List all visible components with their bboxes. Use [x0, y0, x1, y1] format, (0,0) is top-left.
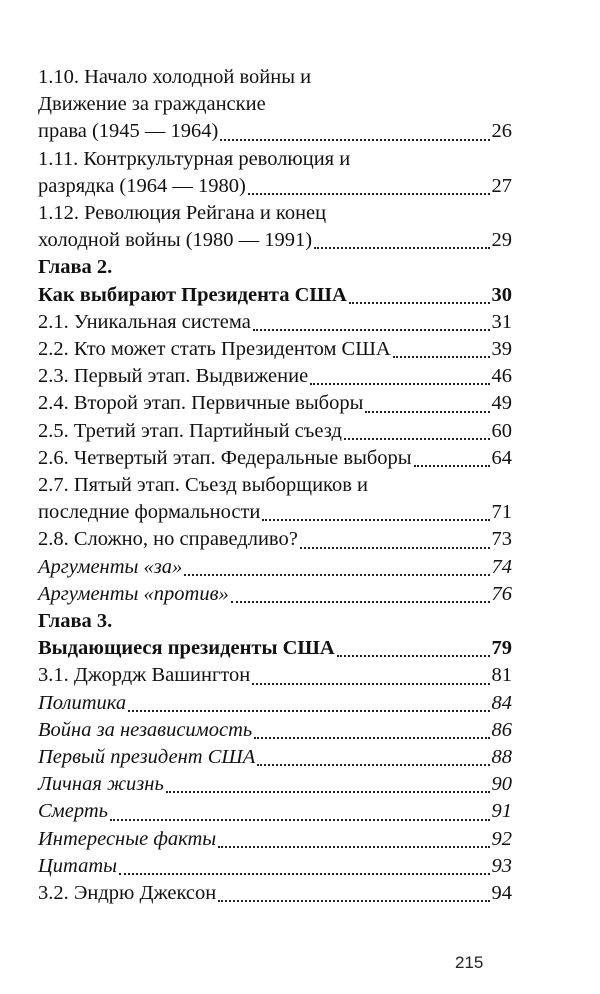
toc-entry-line	[38, 282, 512, 309]
toc-entry-line	[38, 499, 512, 526]
toc-entry-line	[38, 472, 512, 499]
toc-entry-line	[38, 363, 512, 390]
toc-entry	[38, 554, 512, 581]
leader-dots	[337, 655, 490, 657]
toc-entry-title: 2.4. Второй этап. Первичные выборы	[38, 392, 364, 415]
toc-entry	[38, 254, 512, 281]
toc-entry	[38, 445, 512, 472]
leader-dots	[257, 764, 489, 766]
leader-dots	[252, 683, 489, 685]
toc-entry-line	[38, 771, 512, 798]
toc-entry-title: последние формальности	[38, 501, 261, 524]
toc-entry-line	[38, 826, 512, 853]
table-of-contents	[38, 64, 512, 907]
toc-entry-line	[38, 390, 512, 417]
toc-entry-title: Первый президент США	[38, 746, 256, 769]
toc-entry-line	[38, 91, 512, 118]
toc-entry-title: Как выбирают Президента США	[38, 283, 347, 306]
toc-entry-page: 64	[491, 446, 512, 469]
leader-dots	[166, 791, 490, 793]
toc-entry-line	[38, 662, 512, 689]
toc-entry-line	[38, 418, 512, 445]
toc-entry-line	[38, 717, 512, 744]
toc-entry-page: 27	[491, 174, 512, 197]
toc-entry-page: 29	[491, 229, 512, 252]
toc-entry	[38, 472, 512, 526]
toc-entry-title: Личная жизнь	[38, 773, 164, 796]
toc-entry-page: 49	[491, 392, 512, 415]
toc-entry	[38, 390, 512, 417]
toc-entry-page: 91	[491, 800, 512, 823]
toc-entry-page: 30	[491, 283, 512, 306]
toc-entry-title: Политика	[38, 691, 127, 714]
toc-entry-page: 60	[491, 419, 512, 442]
toc-entry-line	[38, 744, 512, 771]
leader-dots	[110, 819, 490, 821]
toc-entry-page: 31	[491, 310, 512, 333]
toc-entry	[38, 771, 512, 798]
toc-entry-page: 88	[491, 746, 512, 769]
toc-entry	[38, 309, 512, 336]
toc-entry-line	[38, 200, 512, 227]
leader-dots	[310, 383, 489, 385]
leader-dots	[248, 193, 490, 195]
toc-entry-title: Цитаты	[38, 854, 118, 877]
toc-entry-line	[38, 853, 512, 880]
toc-entry-title: 2.3. Первый этап. Выдвижение	[38, 365, 309, 388]
toc-entry-title: Глава 2.	[38, 256, 113, 279]
toc-entry-title: 2.2. Кто может стать Президентом США	[38, 338, 391, 361]
toc-entry-title: 1.12. Революция Рейгана и конец	[38, 202, 327, 225]
toc-entry-line	[38, 173, 512, 200]
leader-dots	[414, 465, 490, 467]
toc-entry-page: 46	[491, 365, 512, 388]
toc-entry-page: 93	[491, 854, 512, 877]
toc-entry-title: Выдающиеся президенты США	[38, 637, 335, 660]
toc-entry-line	[38, 227, 512, 254]
toc-entry-page: 94	[491, 882, 512, 905]
toc-entry-title: Аргументы «против»	[38, 582, 229, 605]
leader-dots	[365, 411, 489, 413]
leader-dots	[184, 574, 489, 576]
leader-dots	[253, 329, 490, 331]
toc-entry-page: 26	[491, 120, 512, 143]
toc-entry-line	[38, 581, 512, 608]
toc-entry-page: 92	[491, 827, 512, 850]
toc-entry	[38, 662, 512, 689]
leader-dots	[119, 873, 489, 875]
toc-entry-title: 1.11. Контркультурная революция и	[38, 147, 351, 170]
toc-entry-title: 2.1. Уникальная система	[38, 310, 251, 333]
toc-entry-title: Движение за гражданские	[38, 93, 266, 116]
toc-entry	[38, 826, 512, 853]
toc-entry	[38, 282, 512, 309]
toc-entry-title: 2.8. Сложно, но справедливо?	[38, 528, 298, 551]
toc-entry	[38, 798, 512, 825]
toc-entry-title: холодной войны (1980 — 1991)	[38, 229, 313, 252]
toc-entry	[38, 581, 512, 608]
toc-entry-title: 3.2. Эндрю Джексон	[38, 882, 217, 905]
toc-entry-line	[38, 309, 512, 336]
toc-entry-line	[38, 64, 512, 91]
toc-entry-title: Аргументы «за»	[38, 555, 183, 578]
toc-entry	[38, 635, 512, 662]
toc-entry-page: 90	[491, 773, 512, 796]
toc-entry	[38, 608, 512, 635]
toc-entry	[38, 336, 512, 363]
toc-entry-page: 86	[491, 718, 512, 741]
leader-dots	[344, 438, 490, 440]
toc-entry-line	[38, 445, 512, 472]
toc-entry-title: 3.1. Джордж Вашингтон	[38, 664, 251, 687]
toc-entry	[38, 64, 512, 146]
toc-entry-line	[38, 526, 512, 553]
toc-entry-line	[38, 554, 512, 581]
leader-dots	[314, 247, 489, 249]
toc-entry-line	[38, 118, 512, 145]
leader-dots	[254, 737, 489, 739]
toc-entry-title: Смерть	[38, 800, 108, 823]
toc-entry	[38, 418, 512, 445]
toc-entry-line	[38, 608, 512, 635]
leader-dots	[218, 846, 489, 848]
toc-entry-page: 73	[491, 528, 512, 551]
toc-entry-title: Интересные факты	[38, 827, 217, 850]
toc-entry-line	[38, 635, 512, 662]
toc-entry-page: 39	[491, 338, 512, 361]
leader-dots	[300, 547, 490, 549]
toc-entry-page: 84	[491, 691, 512, 714]
toc-entry-line	[38, 880, 512, 907]
leader-dots	[349, 302, 490, 304]
toc-entry-title: Война за независимость	[38, 718, 253, 741]
toc-entry	[38, 717, 512, 744]
toc-entry-page: 81	[491, 664, 512, 687]
toc-entry	[38, 880, 512, 907]
toc-entry-title: 1.10. Начало холодной войны и	[38, 66, 312, 88]
toc-entry-line	[38, 336, 512, 363]
toc-entry	[38, 690, 512, 717]
toc-entry-page: 71	[491, 501, 512, 524]
toc-entry	[38, 363, 512, 390]
leader-dots	[231, 601, 490, 603]
leader-dots	[218, 900, 489, 902]
leader-dots	[262, 519, 489, 521]
toc-entry	[38, 146, 512, 200]
toc-entry-title: 2.6. Четвертый этап. Федеральные выборы	[38, 446, 412, 469]
page-number: 215	[455, 953, 484, 972]
toc-entry-title: права (1945 — 1964)	[38, 120, 219, 143]
toc-entry-line	[38, 690, 512, 717]
toc-entry-line	[38, 254, 512, 281]
toc-entry-title: Глава 3.	[38, 610, 113, 633]
toc-entry	[38, 744, 512, 771]
leader-dots	[393, 356, 490, 358]
toc-entry-line	[38, 798, 512, 825]
toc-entry	[38, 853, 512, 880]
toc-entry-page: 79	[491, 637, 512, 660]
leader-dots	[128, 710, 489, 712]
toc-entry-title: 2.5. Третий этап. Партийный съезд	[38, 419, 342, 442]
leader-dots	[220, 139, 489, 141]
toc-entry-line	[38, 146, 512, 173]
toc-entry-title: разрядка (1964 — 1980)	[38, 174, 246, 197]
toc-entry	[38, 526, 512, 553]
toc-entry-page: 76	[491, 582, 512, 605]
toc-entry	[38, 200, 512, 254]
toc-entry-page: 74	[491, 555, 512, 578]
toc-entry-title: 2.7. Пятый этап. Съезд выборщиков и	[38, 474, 368, 497]
